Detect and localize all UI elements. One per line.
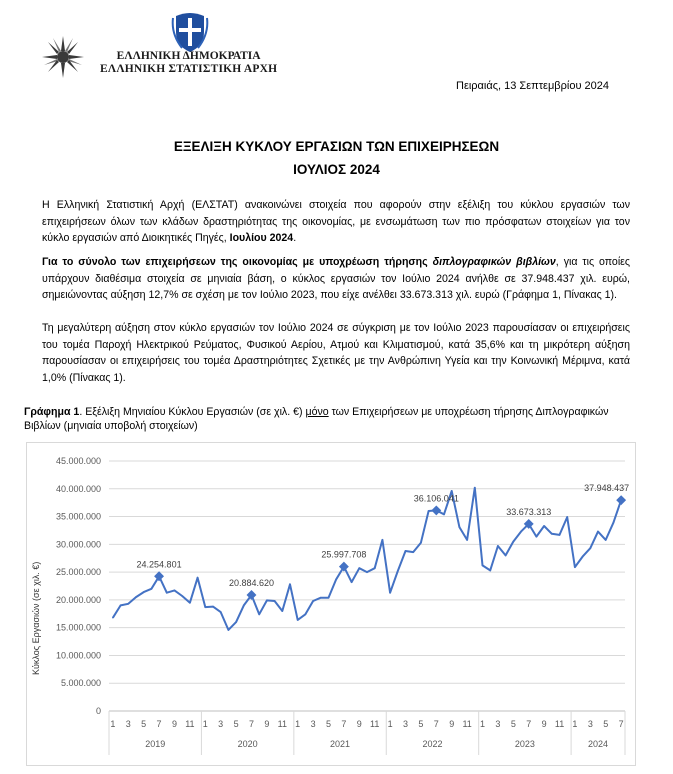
chart-canvas: [27, 443, 635, 765]
x-tick-label: 5: [141, 719, 147, 729]
x-tick-label: 7: [618, 719, 624, 729]
data-point: [482, 565, 484, 567]
data-point: [613, 522, 615, 524]
data-point: [605, 539, 607, 541]
data-label: 33.673.313: [506, 506, 552, 517]
x-tick-label: 5: [510, 719, 516, 729]
data-point: [166, 592, 168, 594]
highlight-marker: [616, 495, 626, 505]
y-tick-label: 10.000.000: [55, 650, 101, 661]
year-label: 2021: [330, 739, 351, 749]
page-subtitle: ΙΟΥΛΙΟΣ 2024: [293, 162, 380, 177]
data-point: [358, 567, 360, 569]
y-tick-label: 20.000.000: [55, 594, 101, 605]
data-point: [574, 566, 576, 568]
highlight-marker: [154, 571, 164, 581]
organization-name: [100, 50, 277, 76]
data-point: [597, 531, 599, 533]
x-tick-label: 11: [554, 719, 565, 729]
data-point: [120, 605, 122, 607]
data-point: [474, 487, 476, 489]
x-tick-label: 11: [185, 719, 195, 729]
data-point: [197, 577, 199, 579]
org-line-2: ΕΛΛΗΝΙΚΗ ΣΤΑΤΙΣΤΙΚΗ ΑΡΧΗ: [100, 63, 278, 75]
data-point: [559, 534, 561, 536]
data-point: [289, 584, 291, 586]
greek-coat-of-arms-icon: [170, 8, 210, 54]
x-tick-label: 7: [433, 719, 439, 729]
release-date: Πειραιάς, 13 Σεπτεμβρίου 2024: [456, 80, 609, 92]
y-axis-label: Κύκλος Εργασιών (σε χιλ. €): [31, 561, 41, 675]
data-point: [135, 596, 137, 598]
data-point: [143, 591, 145, 593]
data-point: [312, 600, 314, 602]
x-tick-label: 9: [356, 719, 362, 729]
x-tick-label: 7: [156, 719, 162, 729]
x-tick-label: 9: [541, 719, 547, 729]
x-tick-label: 1: [295, 719, 301, 729]
x-tick-label: 1: [387, 719, 393, 729]
data-point: [389, 592, 391, 594]
data-point: [320, 597, 322, 599]
caption-underlined: μόνο: [305, 406, 329, 418]
data-point: [258, 614, 260, 616]
data-point: [174, 590, 176, 592]
data-point: [505, 555, 507, 557]
data-point: [127, 603, 129, 605]
data-point: [566, 516, 568, 518]
y-tick-label: 5.000.000: [60, 678, 101, 689]
data-point: [305, 614, 307, 616]
data-point: [459, 526, 461, 528]
x-tick-label: 7: [341, 719, 347, 729]
y-tick-label: 0: [95, 706, 101, 716]
data-point: [112, 617, 114, 619]
x-tick-label: 9: [171, 719, 177, 729]
x-tick-label: 3: [310, 719, 316, 729]
x-tick-label: 3: [125, 719, 131, 729]
data-point: [428, 510, 430, 512]
paragraph-total: [42, 254, 630, 304]
data-point: [335, 579, 337, 581]
y-tick-label: 35.000.000: [55, 511, 101, 522]
x-tick-label: 7: [526, 719, 532, 729]
x-tick-label: 1: [480, 719, 486, 729]
highlight-marker: [339, 562, 349, 572]
x-tick-label: 5: [603, 719, 609, 729]
x-tick-label: 11: [370, 719, 380, 729]
paragraph-intro: [42, 197, 630, 247]
data-point: [297, 619, 299, 621]
chart-caption: [24, 406, 644, 433]
data-point: [220, 611, 222, 613]
highlight-marker: [431, 505, 441, 515]
data-point: [328, 597, 330, 599]
data-label: 36.106.041: [413, 493, 459, 504]
intro-end: .: [293, 232, 297, 244]
phoenix-logo-icon: [40, 34, 86, 80]
data-point: [151, 588, 153, 590]
year-label: 2023: [514, 739, 535, 749]
data-point: [374, 567, 376, 569]
data-point: [543, 525, 545, 527]
x-tick-label: 1: [572, 719, 578, 729]
data-point: [212, 606, 214, 608]
data-point: [266, 600, 268, 602]
data-point: [536, 536, 538, 538]
x-tick-label: 3: [587, 719, 593, 729]
x-tick-label: 3: [495, 719, 501, 729]
year-label: 2022: [422, 739, 443, 749]
data-point: [274, 600, 276, 602]
data-point: [590, 547, 592, 549]
data-point: [366, 571, 368, 573]
x-tick-label: 11: [462, 719, 472, 729]
data-point: [351, 581, 353, 583]
data-label: 20.884.620: [228, 577, 275, 588]
x-tick-label: 3: [218, 719, 224, 729]
x-tick-label: 9: [449, 719, 455, 729]
data-point: [405, 550, 407, 552]
data-point: [443, 514, 445, 516]
x-tick-label: 1: [110, 719, 116, 729]
data-point: [243, 605, 245, 607]
data-point: [513, 541, 515, 543]
total-bold-italic: διπλογραφικών βιβλίων: [432, 256, 556, 268]
y-tick-label: 30.000.000: [55, 539, 101, 550]
intro-text: Η Ελληνική Στατιστική Αρχή (ΕΛΣΤΑΤ) ανακοινώνει στοιχεία που αφορούν στην εξέλιξη του κύκλου εργασιών των επιχειρήσεων όλων των κλάδων δραστηριότητας της οικονομίας, με ενσωμάτωση των πιο πρόσφατων στοιχείων για τον κύκλο εργασιών από Διοικητικές Πηγές,: [42, 199, 630, 244]
year-label: 2024: [588, 739, 609, 749]
y-tick-label: 45.000.000: [55, 456, 101, 466]
data-point: [551, 533, 553, 535]
x-tick-label: 11: [277, 719, 287, 729]
intro-bold-month: Ιουλίου 2024: [229, 232, 294, 244]
data-point: [397, 570, 399, 572]
data-point: [204, 606, 206, 608]
x-tick-label: 5: [325, 719, 332, 729]
data-point: [189, 602, 191, 604]
data-label: 37.948.437: [584, 483, 630, 494]
data-point: [497, 545, 499, 547]
paragraph-sectors: Τη μεγαλύτερη αύξηση στον κύκλο εργασιών τον Ιούλιο 2024 σε σύγκριση με τον Ιούλιο 2023 παρουσίασαν οι επιχειρήσεις του τομέα Παροχή Ηλεκτρικού Ρεύματος, Φυσικού Αερίου, Ατμού και Κλιματισμού, κατά 35,6% και τη μικρότερη αύξηση παρουσίασαν οι επιχειρήσεις του τομέα Δραστηριότητες Σχετικές με την Ανθρώπινη Υγεία και την Κοινωνική Μέριμνα, κατά 1,0% (Πίνακας 1).: [42, 322, 630, 384]
y-tick-label: 15.000.000: [55, 622, 101, 633]
x-tick-label: 5: [418, 719, 424, 729]
year-label: 2019: [145, 739, 166, 749]
data-point: [382, 539, 384, 541]
page-title: ΕΞΕΛΙΞΗ ΚΥΚΛΟΥ ΕΡΓΑΣΙΩΝ ΤΩΝ ΕΠΙΧΕΙΡΗΣΕΩΝ: [173, 139, 500, 154]
y-tick-label: 25.000.000: [55, 567, 101, 578]
data-point: [228, 629, 230, 631]
caption-label: Γράφημα 1: [24, 406, 80, 418]
data-label: 25.997.708: [321, 549, 367, 560]
caption-text-before: . Εξέλιξη Μηνιαίου Κύκλου Εργασιών (σε χιλ. €): [79, 406, 306, 418]
turnover-line-chart: [26, 442, 636, 766]
data-point: [420, 542, 422, 544]
data-label: 24.254.801: [136, 559, 182, 570]
x-tick-label: 3: [402, 719, 409, 729]
x-tick-label: 5: [233, 719, 239, 729]
data-point: [489, 570, 491, 572]
total-bold-lead: Για το σύνολο των επιχειρήσεων της οικονομίας με υποχρέωση τήρησης: [42, 256, 433, 268]
data-point: [235, 621, 237, 623]
data-point: [582, 556, 584, 558]
data-point: [281, 610, 283, 612]
total-text: , για τις οποίες υπάρχουν διαθέσιμα στοιχεία σε μηνιαία βάση, ο κύκλος εργασιών τον Ιούλιο 2024 ανήλθε σε 37.948.437 χιλ. ευρώ, σημειώνοντας αύξηση 12,7% σε σχέση με τον Ιούλιο 2023, που είχε ανέλθει 33.673.313 χιλ. ευρώ (Γράφημα 1, Πίνακας 1).: [42, 256, 630, 301]
y-tick-label: 40.000.000: [55, 483, 101, 494]
data-point: [466, 539, 468, 541]
x-tick-label: 1: [202, 719, 208, 729]
caption-text-after: των Επιχειρήσεων με υποχρέωση τήρησης Διπλογραφικών Βιβλίων (μηνιαία υποβολή στοιχείων): [24, 406, 609, 432]
data-point: [451, 490, 453, 492]
data-point: [181, 595, 183, 597]
org-line-1: ΕΛΛΗΝΙΚΗ ΔΗΜΟΚΡΑΤΙΑ: [116, 50, 261, 62]
data-point: [412, 551, 414, 553]
year-label: 2020: [237, 739, 258, 749]
x-tick-label: 7: [248, 719, 254, 729]
x-tick-label: 9: [264, 719, 270, 729]
data-point: [520, 531, 522, 533]
